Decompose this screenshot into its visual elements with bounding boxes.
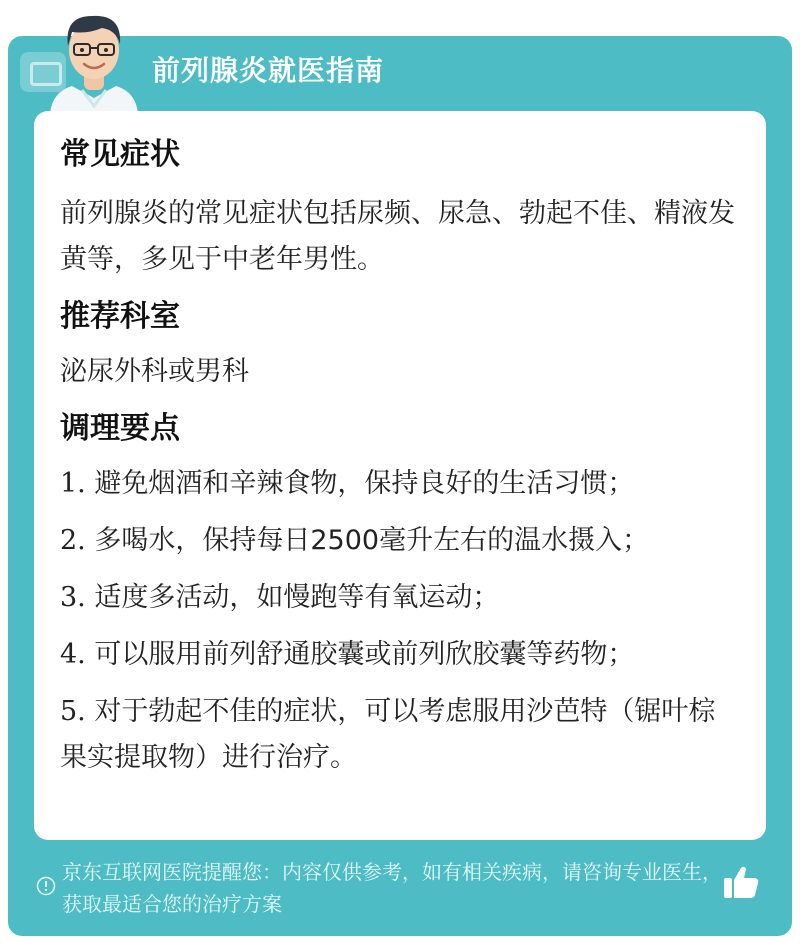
section-title-symptoms: 常见症状 (60, 137, 180, 172)
list-item-text: 可以服用前列舒通胶囊或前列欣胶囊等药物； (94, 639, 635, 670)
list-item-text: 对于勃起不佳的症状，可以考虑服用沙芭特（锯叶棕果实提取物）进行治疗。 (60, 696, 716, 773)
section-title-department: 推荐科室 (60, 299, 180, 334)
disclaimer-text: 京东互联网医院提醒您：内容仅供参考，如有相关疾病，请咨询专业医生，获取最适合您的治疗方案 (62, 860, 722, 916)
info-icon (36, 876, 56, 896)
thumbs-up-icon[interactable] (722, 864, 760, 900)
department-text: 泌尿外科或男科 (60, 356, 249, 387)
page-title: 前列腺炎就医指南 (152, 54, 385, 87)
list-item (60, 632, 740, 678)
list-item (60, 575, 740, 621)
list-item-number: 5. (60, 696, 86, 727)
doctor-avatar (42, 6, 146, 114)
list-item-text: 适度多活动，如慢跑等有氧运动； (94, 582, 500, 613)
content-panel (34, 111, 766, 840)
list-item-text: 多喝水，保持每日2500毫升左右的温水摄入； (94, 525, 650, 556)
section-title-care: 调理要点 (60, 411, 180, 446)
list-item-number: 2. (60, 525, 86, 556)
symptoms-text: 前列腺炎的常见症状包括尿频、尿急、勃起不佳、精液发黄等，多见于中老年男性。 (60, 198, 735, 275)
list-item-number: 3. (60, 582, 86, 613)
list-item (60, 461, 740, 507)
list-item-number: 4. (60, 639, 86, 670)
list-item-number: 1. (60, 468, 86, 499)
list-item (60, 518, 740, 564)
list-item (60, 689, 740, 781)
care-list (60, 461, 740, 781)
list-item-text: 避免烟酒和辛辣食物，保持良好的生活习惯； (94, 468, 635, 499)
